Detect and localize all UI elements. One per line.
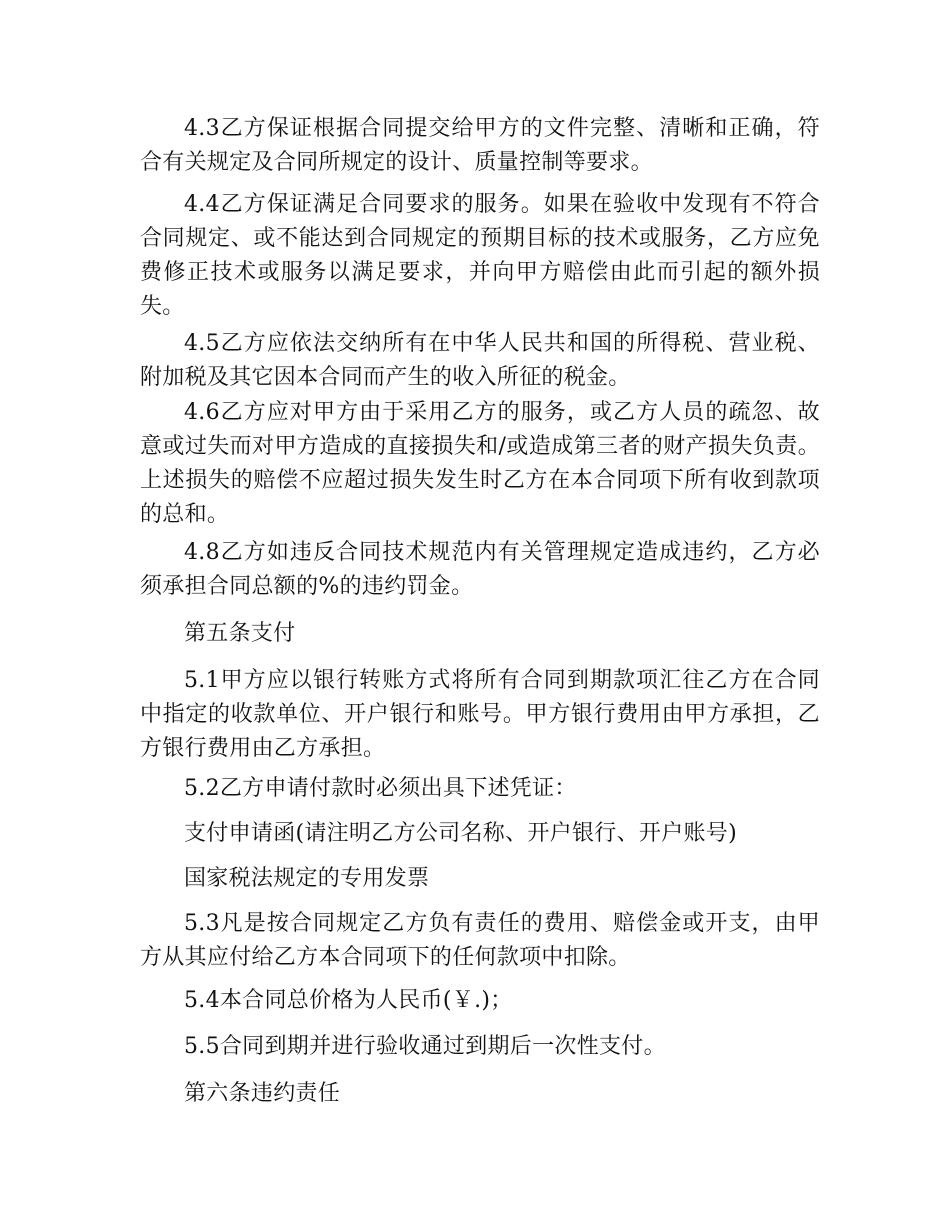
clause-4-8: 4.8乙方如违反合同技术规范内有关管理规定造成违约，乙方必须承担合同总额的%的违约罚金。 — [140, 540, 820, 599]
tax-invoice: 国家税法规定的专用发票 — [184, 866, 430, 891]
clause-4-3: 4.3乙方保证根据合同提交给甲方的文件完整、清晰和正确，符合有关规定及合同所规定的设计、质量控制等要求。 — [140, 116, 820, 175]
clause-5-4: 5.4本合同总价格为人民币(￥.)； — [184, 988, 513, 1013]
clause-4-6: 4.6乙方应对甲方由于采用乙方的服务，或乙方人员的疏忽、故意或过失而对甲方造成的直接损失和/或造成第三者的财产损失负责。上述损失的赔偿不应超过损失发生时乙方在本合同项下所有收到款项的总和。 — [140, 400, 820, 527]
clause-5-5: 5.5合同到期并进行验收通过到期后一次性支付。 — [184, 1034, 666, 1059]
clause-5-3: 5.3凡是按合同规定乙方负有责任的费用、赔偿金或开支，由甲方从其应付给乙方本合同项下的任何款项中扣除。 — [140, 911, 820, 970]
clause-4-5: 4.5乙方应依法交纳所有在中华人民共和国的所得税、营业税、附加税及其它因本合同而产生的收入所征的税金。 — [140, 331, 820, 390]
clause-5-1: 5.1甲方应以银行转账方式将所有合同到期款项汇往乙方在合同中指定的收款单位、开户银行和账号。甲方银行费用由甲方承担，乙方银行费用由乙方承担。 — [140, 668, 820, 761]
article-6-heading: 第六条违约责任 — [184, 1081, 341, 1106]
payment-request-letter: 支付申请函(请注明乙方公司名称、开户银行、开户账号) — [184, 821, 737, 846]
clause-4-4: 4.4乙方保证满足合同要求的服务。如果在验收中发现有不符合合同规定、或不能达到合同规定的预期目标的技术或服务，乙方应免费修正技术或服务以满足要求，并向甲方赔偿由此而引起的额外损失。 — [140, 192, 820, 319]
clause-5-2: 5.2乙方申请付款时必须出具下述凭证： — [184, 776, 577, 801]
article-5-heading: 第五条支付 — [184, 621, 296, 646]
